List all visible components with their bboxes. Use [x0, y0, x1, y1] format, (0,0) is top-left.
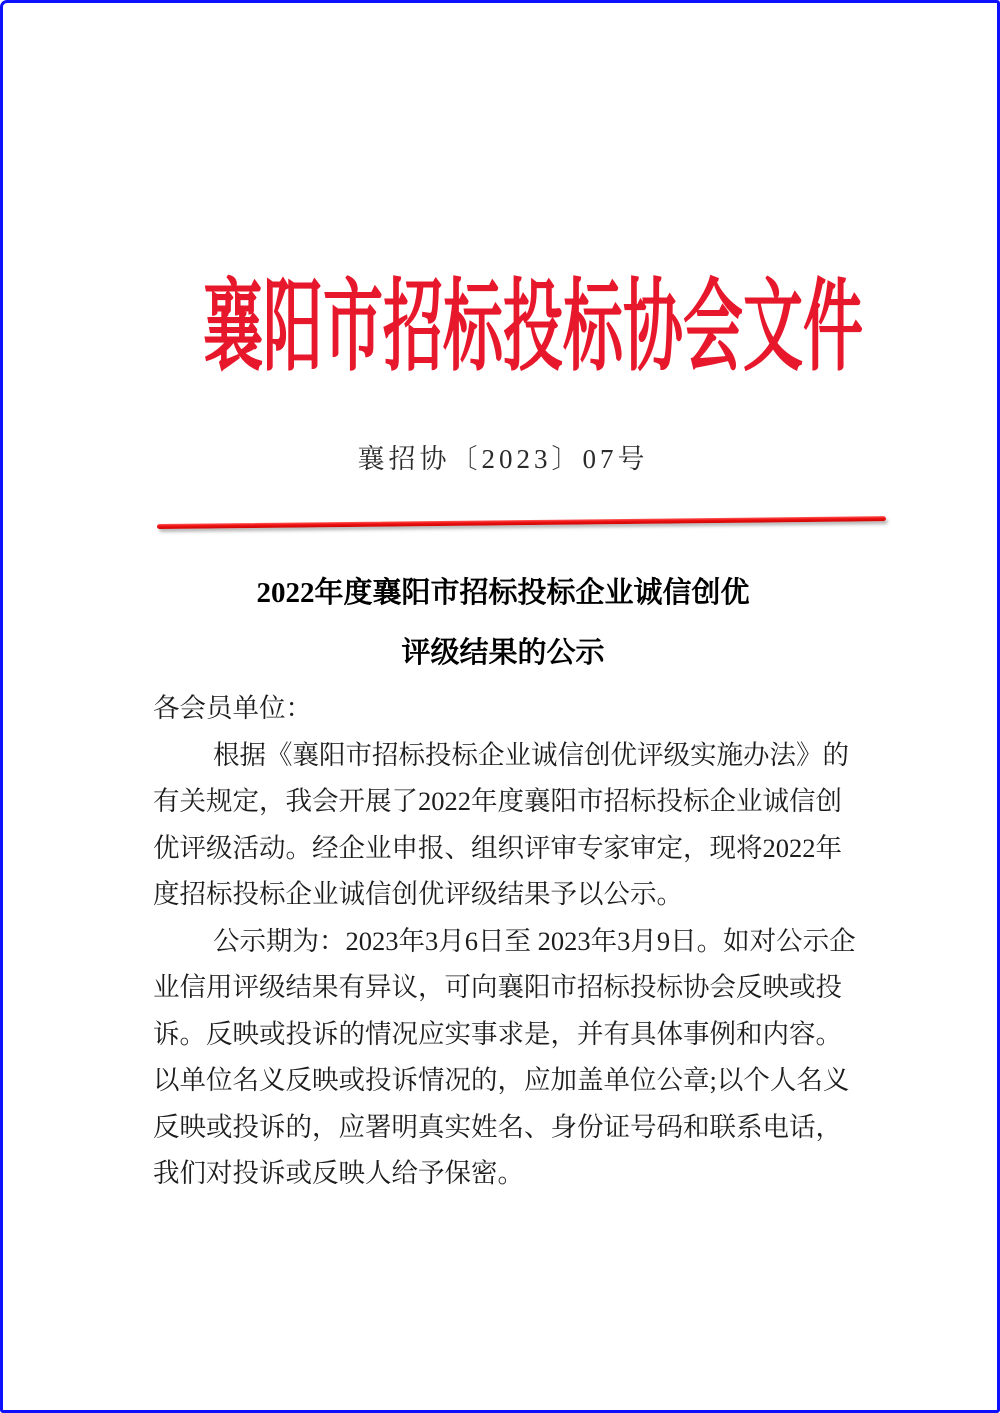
body-line: 诉。反映或投诉的情况应实事求是，并有具体事例和内容。 — [153, 1018, 842, 1049]
red-divider-rule — [157, 516, 886, 529]
body-line: 公示期为：2023年3月6日至 2023年3月9日。如对公示企 — [213, 925, 856, 956]
body-line: 反映或投诉的，应署明真实姓名、身份证号码和联系电话， — [153, 1111, 842, 1142]
notice-title-line2: 评级结果的公示 — [401, 637, 605, 669]
salutation: 各会员单位： — [153, 693, 312, 723]
notice-title-line1: 2022年度襄阳市招标投标企业诚信创优 — [256, 577, 750, 609]
body-line: 我们对投诉或反映人给予保密。 — [153, 1158, 524, 1188]
body-line: 根据《襄阳市招标投标企业诚信创优评级实施办法》的 — [213, 739, 849, 770]
notice-title — [3, 563, 1000, 683]
body-line: 度招标投标企业诚信创优评级结果予以公示。 — [153, 879, 683, 909]
document-number: 襄招协〔2023〕07号 — [357, 444, 649, 474]
body-line: 有关规定，我会开展了2022年度襄阳市招标投标企业诚信创 — [153, 786, 842, 816]
notice-body — [153, 685, 877, 1197]
body-line: 以单位名义反映或投诉情况的，应加盖单位公章;以个人名义 — [153, 1065, 850, 1095]
body-line: 优评级活动。经企业申报、组织评审专家审定，现将2022年 — [153, 832, 842, 863]
letterhead-org-title: 襄阳市招标投标协会文件 — [203, 272, 863, 383]
body-line: 业信用评级结果有异议，可向襄阳市招标投标协会反映或投 — [153, 972, 842, 1002]
